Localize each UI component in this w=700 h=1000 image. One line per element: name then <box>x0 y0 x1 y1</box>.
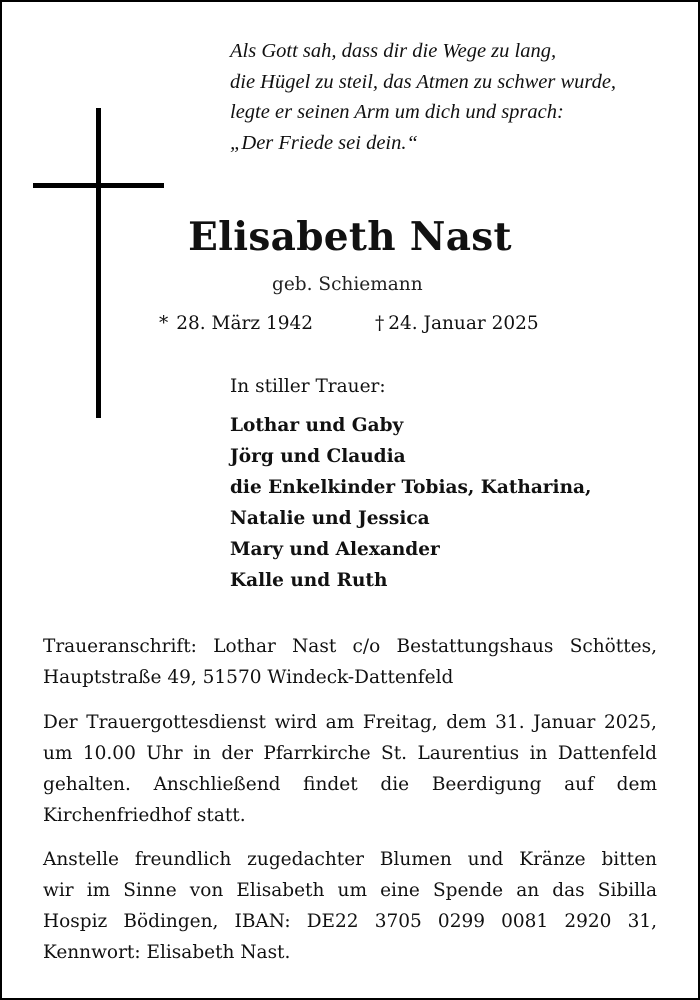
cross-icon-bar <box>33 183 164 188</box>
word: eine <box>380 880 420 901</box>
mourners-list <box>230 410 591 596</box>
mourner-line: Kalle und Ruth <box>230 570 388 591</box>
word: Anstelle <box>43 849 119 870</box>
word: Beerdigung <box>431 774 542 795</box>
service-paragraph <box>43 707 657 831</box>
word: 3705 <box>374 911 422 932</box>
word: zugedachter <box>247 849 364 870</box>
birth-date-text: 28. März 1942 <box>176 313 314 334</box>
word: freundlich <box>134 849 232 870</box>
word: Kränze <box>519 849 586 870</box>
word: Schöttes, <box>569 636 657 657</box>
word: wird <box>274 712 318 733</box>
word: Traueranschrift: <box>43 636 197 657</box>
word: 2025, <box>603 712 657 733</box>
word: 10.00 <box>82 743 136 764</box>
word: Januar <box>533 712 596 733</box>
word: auf <box>564 774 594 795</box>
word: Freitag, <box>362 712 438 733</box>
cross-icon <box>96 108 101 418</box>
word: St. <box>381 743 408 764</box>
word: dem <box>446 712 487 733</box>
word: Lothar <box>213 636 276 657</box>
birth-name: geb. Schiemann <box>272 274 423 295</box>
death-date <box>375 313 539 334</box>
word: Uhr <box>146 743 183 764</box>
word: wir <box>43 880 74 901</box>
mourners-intro: In stiller Trauer: <box>230 376 386 397</box>
poem <box>230 36 690 158</box>
word: Der <box>43 712 78 733</box>
poem-line: Als Gott sah, dass dir die Wege zu lang, <box>230 40 557 62</box>
word: Spende <box>432 880 504 901</box>
word: von <box>189 880 224 901</box>
word: Bestattungshaus <box>396 636 554 657</box>
paragraph-line <box>43 875 657 906</box>
word: Anschließend <box>153 774 281 795</box>
word: IBAN: <box>234 911 291 932</box>
word: um <box>337 880 367 901</box>
word: an <box>516 880 540 901</box>
word: das <box>552 880 585 901</box>
word: 31. <box>495 712 525 733</box>
word: Elisabeth <box>236 880 325 901</box>
word: gehalten. <box>43 774 131 795</box>
word: Laurentius <box>417 743 520 764</box>
word: Sibilla <box>597 880 657 901</box>
word: im <box>86 880 111 901</box>
word: Sinne <box>123 880 177 901</box>
word: in <box>193 743 211 764</box>
word: am <box>325 712 355 733</box>
birth-star-icon: * <box>159 313 169 334</box>
paragraph-line: Kennwort: Elisabeth Nast. <box>43 942 291 963</box>
paragraph-line <box>43 631 657 662</box>
word: Dattenfeld <box>557 743 657 764</box>
paragraph-line <box>43 906 657 937</box>
address-paragraph <box>43 631 657 693</box>
word: Bödingen, <box>123 911 219 932</box>
word: Trauergottesdienst <box>86 712 266 733</box>
word: 2920 <box>564 911 612 932</box>
paragraph-line <box>43 707 657 738</box>
word: um <box>43 743 73 764</box>
word: bitten <box>601 849 657 870</box>
donation-paragraph <box>43 844 657 968</box>
paragraph-line: Kirchenfriedhof statt. <box>43 805 246 826</box>
word: DE22 <box>306 911 359 932</box>
word: Hospiz <box>43 911 108 932</box>
word: c/o <box>352 636 381 657</box>
mourner-line: Jörg und Claudia <box>230 446 406 467</box>
poem-line: legte er seinen Arm um dich und sprach: <box>230 101 564 123</box>
word: in <box>529 743 548 764</box>
poem-line: „Der Friede sei dein.“ <box>230 131 418 154</box>
paragraph-line <box>43 769 657 800</box>
word: 0081 <box>501 911 549 932</box>
birth-date <box>159 313 313 334</box>
mourner-line: Natalie und Jessica <box>230 508 430 529</box>
word: der <box>221 743 253 764</box>
word: und <box>467 849 504 870</box>
death-date-text: 24. Januar 2025 <box>388 313 539 334</box>
poem-line: die Hügel zu steil, das Atmen zu schwer wurde, <box>230 70 617 93</box>
dagger-icon: † <box>375 313 385 334</box>
word: 31, <box>627 911 657 932</box>
word: 0299 <box>437 911 486 932</box>
paragraph-line <box>43 844 657 875</box>
word: Pfarrkirche <box>263 743 371 764</box>
paragraph-line <box>43 738 657 769</box>
word: dem <box>616 774 657 795</box>
word: Nast <box>292 636 337 657</box>
mourner-line: Mary und Alexander <box>230 539 440 560</box>
word: die <box>380 774 410 795</box>
mourner-line: Lothar und Gaby <box>230 415 404 436</box>
word: findet <box>303 774 358 795</box>
deceased-name: Elisabeth Nast <box>188 214 512 260</box>
mourner-line: die Enkelkinder Tobias, Katharina, <box>230 477 592 498</box>
paragraph-line: Hauptstraße 49, 51570 Windeck-Dattenfeld <box>43 667 454 688</box>
word: Blumen <box>379 849 452 870</box>
